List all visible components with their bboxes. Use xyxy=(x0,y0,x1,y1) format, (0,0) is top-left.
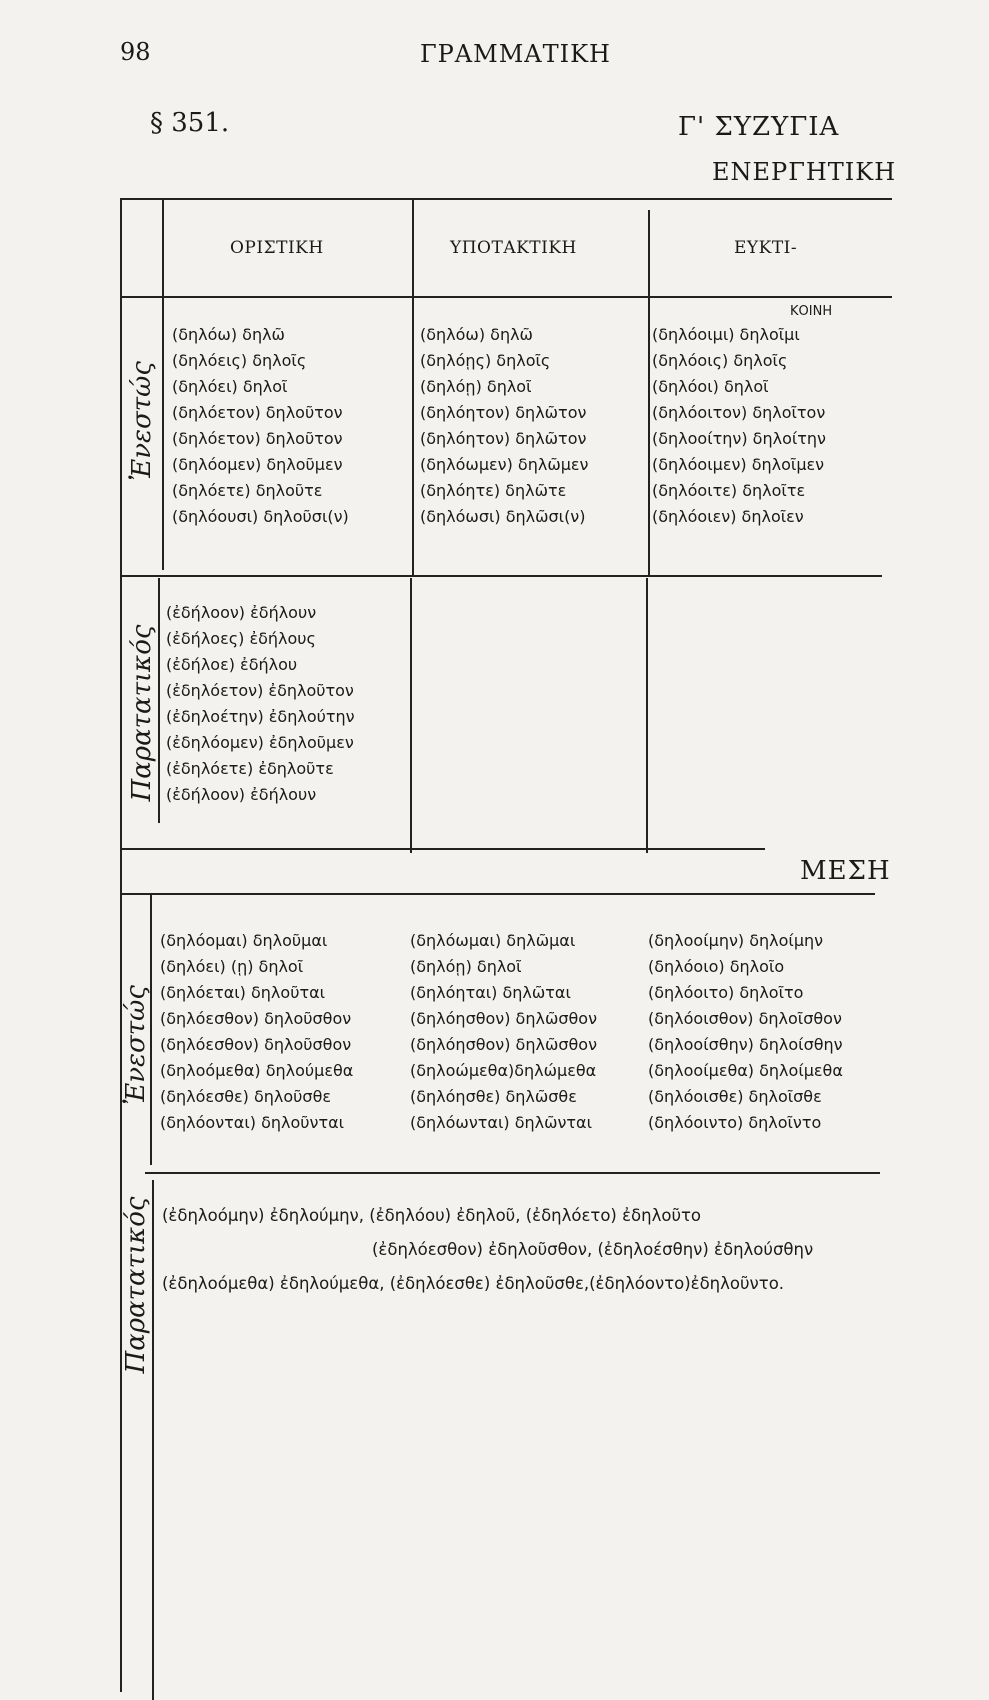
form-line: (ἐδήλοε) ἐδήλου xyxy=(166,655,298,674)
row-label-rule xyxy=(162,200,164,570)
form-line: (δηλόοιτον) δηλοῖτον xyxy=(652,403,826,422)
form-line: (δηλόησθον) δηλῶσθον xyxy=(410,1009,598,1028)
form-line: (δηλόετε) δηλοῦτε xyxy=(172,481,323,500)
row-label-imperfect-active: Παρατατικός xyxy=(127,624,157,802)
voice-middle-label: ΜΕΣΗ xyxy=(800,856,891,886)
form-line: (δηλόητε) δηλῶτε xyxy=(420,481,567,500)
row-label-rule-4 xyxy=(152,1180,154,1700)
running-title: ΓΡΑΜΜΑΤΙΚΗ xyxy=(420,40,611,68)
imperfect-bottom-rule xyxy=(120,848,765,850)
row-label-rule-2 xyxy=(158,578,160,823)
form-line: (δηλόησθον) δηλῶσθον xyxy=(410,1035,598,1054)
active-present-subjunctive xyxy=(420,322,588,530)
active-present-indicative xyxy=(172,322,349,530)
middle-imperfect-line-3: (ἐδηλοόμεθα) ἐδηλούμεθα, (ἐδηλόεσθε) ἐδηλοῦσθε,(ἐδηλόοντο)ἐδηλοῦντο. xyxy=(162,1274,785,1293)
form-line: (δηλοοίμην) δηλοίμην xyxy=(648,931,824,950)
form-line: (δηλόῃς) δηλοῖς xyxy=(420,351,551,370)
form-line: (δηλόομαι) δηλοῦμαι xyxy=(160,931,328,950)
form-line: (δηλόεται) δηλοῦται xyxy=(160,983,326,1002)
middle-imperfect-line-2: (ἐδηλόεσθον) ἐδηλοῦσθον, (ἐδηλοέσθην) ἐδηλούσθην xyxy=(372,1240,814,1259)
middle-imperfect-line-1: (ἐδηλοόμην) ἐδηλούμην, (ἐδηλόου) ἐδηλοῦ, (ἐδηλόετο) ἐδηλοῦτο xyxy=(162,1206,702,1225)
col-divider-1b xyxy=(410,578,412,853)
form-line: (δηλόησθε) δηλῶσθε xyxy=(410,1087,577,1106)
form-line: (δηλόω) δηλῶ xyxy=(420,325,533,344)
row-label-present-middle: Ἐνεστώς xyxy=(121,985,151,1105)
form-line: (ἐδηλόετον) ἐδηλοῦτον xyxy=(166,681,354,700)
form-line: (δηλόει) (ῃ) δηλοῖ xyxy=(160,957,304,976)
form-line: (ἐδήλοες) ἐδήλους xyxy=(166,629,316,648)
form-line: (ἐδήλοον) ἐδήλουν xyxy=(166,603,317,622)
col-divider-2 xyxy=(648,210,650,575)
form-line: (δηλόεσθον) δηλοῦσθον xyxy=(160,1009,352,1028)
middle-present-subjunctive xyxy=(410,928,597,1136)
form-line: (δηλόητον) δηλῶτον xyxy=(420,403,587,422)
form-line: (δηλόουσι) δηλοῦσι(ν) xyxy=(172,507,349,526)
form-line: (δηλόοισθε) δηλοῖσθε xyxy=(648,1087,822,1106)
form-line: (δηλόητον) δηλῶτον xyxy=(420,429,587,448)
form-line: (δηλόοιο) δηλοῖο xyxy=(648,957,785,976)
form-line: (δηλόωμεν) δηλῶμεν xyxy=(420,455,589,474)
form-line: (δηλόοιτο) δηλοῖτο xyxy=(648,983,804,1002)
col-divider-2b xyxy=(646,578,648,853)
form-line: (δηλόοισθον) δηλοῖσθον xyxy=(648,1009,842,1028)
page-number: 98 xyxy=(120,38,151,66)
form-line: (δηλόωσι) δηλῶσι(ν) xyxy=(420,507,586,526)
row-label-present-active: Ἐνεστώς xyxy=(127,361,157,481)
form-line: (ἐδηλόετε) ἐδηλοῦτε xyxy=(166,759,334,778)
form-line: (δηλόῃ) δηλοῖ xyxy=(410,957,522,976)
section-title: Γ' ΣΥΖΥΓΙΑ xyxy=(678,112,840,142)
form-line: (δηλόομεν) δηλοῦμεν xyxy=(172,455,343,474)
form-line: (δηλόηται) δηλῶται xyxy=(410,983,571,1002)
active-present-optative xyxy=(652,322,826,530)
present-bottom-rule xyxy=(120,575,882,577)
form-line: (δηλόεσθε) δηλοῦσθε xyxy=(160,1087,332,1106)
column-optative: ΕΥΚΤΙ- xyxy=(734,238,798,258)
form-line: (ἐδηλόομεν) ἐδηλοῦμεν xyxy=(166,733,354,752)
middle-present-bottom-rule xyxy=(145,1172,880,1174)
form-line: (δηλόοις) δηλοῖς xyxy=(652,351,788,370)
form-line: (δηλοοίμεθα) δηλοίμεθα xyxy=(648,1061,843,1080)
form-line: (δηλοοίτην) δηλοίτην xyxy=(652,429,826,448)
table-top-rule xyxy=(120,198,892,200)
form-line: (δηλόονται) δηλοῦνται xyxy=(160,1113,345,1132)
outer-left-rule xyxy=(120,200,122,1692)
form-line: (δηλόεσθον) δηλοῦσθον xyxy=(160,1035,352,1054)
form-line: (δηλόω) δηλῶ xyxy=(172,325,285,344)
form-line: (δηλοώμεθα)δηλώμεθα xyxy=(410,1061,597,1080)
form-line: (ἐδήλοον) ἐδήλουν xyxy=(166,785,317,804)
form-line: (δηλοοίσθην) δηλοίσθην xyxy=(648,1035,843,1054)
section-number: § 351. xyxy=(150,108,230,138)
form-line: (δηλοόμεθα) δηλούμεθα xyxy=(160,1061,354,1080)
row-label-imperfect-middle: Παρατατικός xyxy=(121,1196,151,1374)
active-imperfect-indicative xyxy=(166,600,355,808)
middle-top-rule xyxy=(120,893,875,895)
header-bottom-rule xyxy=(120,296,892,298)
form-line: (δηλόει) δηλοῖ xyxy=(172,377,288,396)
voice-active-label: ΕΝΕΡΓΗΤΙΚΗ xyxy=(712,158,897,186)
middle-present-indicative xyxy=(160,928,353,1136)
form-line: (δηλόωμαι) δηλῶμαι xyxy=(410,931,576,950)
form-line: (δηλόετον) δηλοῦτον xyxy=(172,403,343,422)
form-line: (δηλόωνται) δηλῶνται xyxy=(410,1113,593,1132)
optative-subheading: ΚΟΙΝΗ xyxy=(790,304,833,319)
form-line: (δηλόοιμεν) δηλοῖμεν xyxy=(652,455,825,474)
form-line: (δηλόοιμι) δηλοῖμι xyxy=(652,325,800,344)
form-line: (δηλόῃ) δηλοῖ xyxy=(420,377,532,396)
form-line: (δηλόοιντο) δηλοῖντο xyxy=(648,1113,822,1132)
form-line: (δηλόοι) δηλοῖ xyxy=(652,377,769,396)
middle-present-optative xyxy=(648,928,843,1136)
col-divider-1 xyxy=(412,200,414,575)
column-indicative: ΟΡΙΣΤΙΚΗ xyxy=(230,238,324,258)
form-line: (δηλόοιεν) δηλοῖεν xyxy=(652,507,804,526)
form-line: (δηλόεις) δηλοῖς xyxy=(172,351,307,370)
form-line: (δηλόοιτε) δηλοῖτε xyxy=(652,481,806,500)
column-subjunctive: ΥΠΟΤΑΚΤΙΚΗ xyxy=(450,238,577,258)
form-line: (ἐδηλοέτην) ἐδηλούτην xyxy=(166,707,355,726)
form-line: (δηλόετον) δηλοῦτον xyxy=(172,429,343,448)
